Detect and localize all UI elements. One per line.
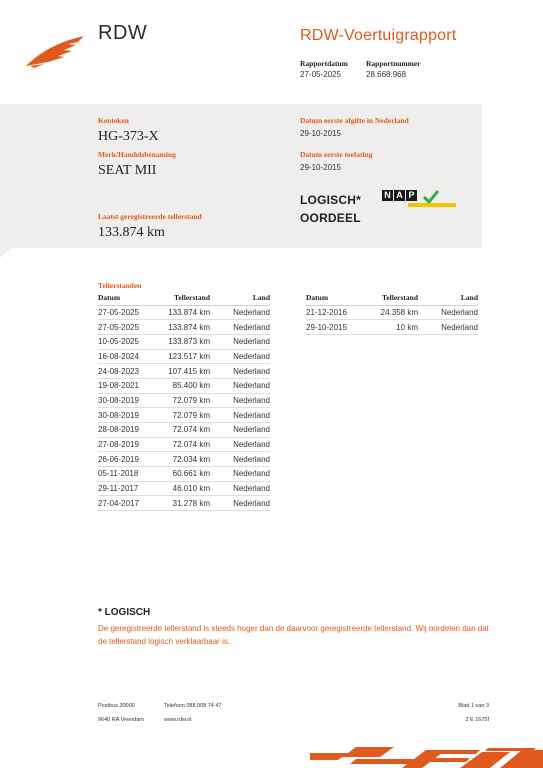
- cell-country: Nederland: [210, 393, 270, 408]
- brand-name: RDW: [98, 22, 148, 44]
- cell-country: Nederland: [418, 320, 478, 335]
- last-odometer-label: Laatst geregistreerde tellerstand: [98, 212, 202, 221]
- col-country: Land: [210, 291, 270, 305]
- report-number-label: Rapportnummer: [366, 59, 421, 68]
- odometer-table-right: [306, 291, 478, 335]
- cell-odometer: 72.079 km: [160, 408, 210, 423]
- footer-page-number: Blad 1 van 3: [458, 703, 489, 709]
- table-row: [98, 423, 270, 438]
- cell-date: 30-08-2019: [98, 393, 160, 408]
- col-odometer: Tellerstand: [368, 291, 418, 305]
- cell-country: Nederland: [210, 437, 270, 452]
- cell-date: 21-12-2016: [306, 305, 368, 320]
- verdict-line-1: LOGISCH*: [300, 193, 361, 207]
- cell-country: Nederland: [210, 305, 270, 320]
- cell-date: 05-11-2018: [98, 467, 160, 482]
- report-date-label: Rapportdatum: [300, 59, 348, 68]
- odometer-table-left: [98, 291, 270, 511]
- col-date: Datum: [306, 291, 368, 305]
- cell-odometer: 10 km: [368, 320, 418, 335]
- table-row: [98, 320, 270, 335]
- cell-odometer: 133.873 km: [160, 334, 210, 349]
- report-title: RDW-Voertuigrapport: [300, 27, 457, 44]
- nap-bar: [408, 203, 456, 207]
- cell-country: Nederland: [210, 378, 270, 393]
- cell-date: 10-05-2025: [98, 334, 160, 349]
- footer-city: 9640 RA Veendam: [98, 717, 144, 723]
- vehicle-make: SEAT MII: [98, 163, 157, 178]
- cell-odometer: 72.034 km: [160, 452, 210, 467]
- last-odometer-value: 133.874 km: [98, 225, 165, 240]
- cell-country: Nederland: [210, 423, 270, 438]
- cell-odometer: 72.074 km: [160, 437, 210, 452]
- table-row: [306, 320, 478, 335]
- make-label: Merk/Handelsbenaming: [98, 150, 176, 159]
- cell-country: Nederland: [210, 334, 270, 349]
- table-header-row: [98, 291, 270, 305]
- cell-date: 16-08-2024: [98, 349, 160, 364]
- plate-label: Kenteken: [98, 116, 129, 125]
- footnote-title: * LOGISCH: [98, 607, 151, 618]
- footnote-text: De geregistreerde tellerstand is steeds hoger dan de daarvoor geregistreerde tellerstand. Wij oordelen dan dat de tellerstand logisch verklaarbaar is.: [98, 624, 489, 646]
- cell-odometer: 60.661 km: [160, 467, 210, 482]
- footer-postbus: Postbus 30000: [98, 703, 135, 709]
- cell-date: 29-11-2017: [98, 481, 160, 496]
- col-country: Land: [418, 291, 478, 305]
- cell-country: Nederland: [418, 305, 478, 320]
- verdict-line-2: OORDEEL: [300, 211, 361, 225]
- table-row: [98, 467, 270, 482]
- cell-country: Nederland: [210, 496, 270, 511]
- cell-odometer: 72.074 km: [160, 423, 210, 438]
- cell-date: 27-08-2019: [98, 437, 160, 452]
- cell-date: 27-05-2025: [98, 320, 160, 335]
- table-row: [98, 393, 270, 408]
- cell-odometer: 123.517 km: [160, 349, 210, 364]
- odometer-verdict: [300, 191, 361, 227]
- license-plate: HG-373-X: [98, 129, 159, 144]
- table-row: [98, 437, 270, 452]
- nap-letter: A: [394, 190, 405, 201]
- table-row: [98, 408, 270, 423]
- cell-odometer: 133.874 km: [160, 305, 210, 320]
- table-row: [98, 364, 270, 379]
- odometer-heading: Tellerstanden: [98, 281, 142, 290]
- cell-date: 28-08-2019: [98, 423, 160, 438]
- checkmark-icon: [423, 190, 439, 204]
- first-admission-label: Datum eerste toelating: [300, 150, 373, 159]
- table-row: [306, 305, 478, 320]
- cell-country: Nederland: [210, 408, 270, 423]
- cell-odometer: 72.079 km: [160, 393, 210, 408]
- cell-country: Nederland: [210, 481, 270, 496]
- report-date: 27-05-2025: [300, 70, 341, 79]
- nap-letter: N: [382, 190, 393, 201]
- cell-date: 30-08-2019: [98, 408, 160, 423]
- cell-odometer: 133.874 km: [160, 320, 210, 335]
- report-number: 28.668.968: [366, 70, 407, 79]
- decorative-stripes: [310, 744, 543, 768]
- first-admission-date: 29-10-2015: [300, 163, 341, 172]
- table-row: [98, 452, 270, 467]
- cell-date: 29-10-2015: [306, 320, 368, 335]
- table-row: [98, 496, 270, 511]
- table-row: [98, 305, 270, 320]
- cell-country: Nederland: [210, 320, 270, 335]
- cell-odometer: 46.010 km: [160, 481, 210, 496]
- cell-country: Nederland: [210, 349, 270, 364]
- footer-phone: Telefoon 088 008 74 47: [164, 703, 222, 709]
- panel-corner: [0, 246, 14, 258]
- cell-date: 19-08-2021: [98, 378, 160, 393]
- table-row: [98, 349, 270, 364]
- table-header-row: [306, 291, 478, 305]
- cell-odometer: 85.400 km: [160, 378, 210, 393]
- col-odometer: Tellerstand: [160, 291, 210, 305]
- cell-odometer: 31.278 km: [160, 496, 210, 511]
- cell-date: 26-06-2019: [98, 452, 160, 467]
- footer-website-link[interactable]: www.rdw.nl: [164, 717, 192, 723]
- footer-code: 3 E 1675f: [465, 717, 489, 723]
- cell-date: 27-04-2017: [98, 496, 160, 511]
- table-row: [98, 334, 270, 349]
- cell-country: Nederland: [210, 364, 270, 379]
- table-row: [98, 378, 270, 393]
- cell-odometer: 24.358 km: [368, 305, 418, 320]
- first-issue-nl-date: 29-10-2015: [300, 129, 341, 138]
- first-issue-nl-label: Datum eerste afgifte in Nederland: [300, 116, 409, 125]
- cell-odometer: 107.415 km: [160, 364, 210, 379]
- cell-date: 27-05-2025: [98, 305, 160, 320]
- col-date: Datum: [98, 291, 160, 305]
- rdw-wing-logo-icon: [24, 34, 88, 68]
- table-row: [98, 481, 270, 496]
- cell-country: Nederland: [210, 452, 270, 467]
- nap-letter: P: [406, 190, 417, 201]
- vehicle-summary-panel: [0, 104, 482, 248]
- cell-date: 24-08-2023: [98, 364, 160, 379]
- cell-country: Nederland: [210, 467, 270, 482]
